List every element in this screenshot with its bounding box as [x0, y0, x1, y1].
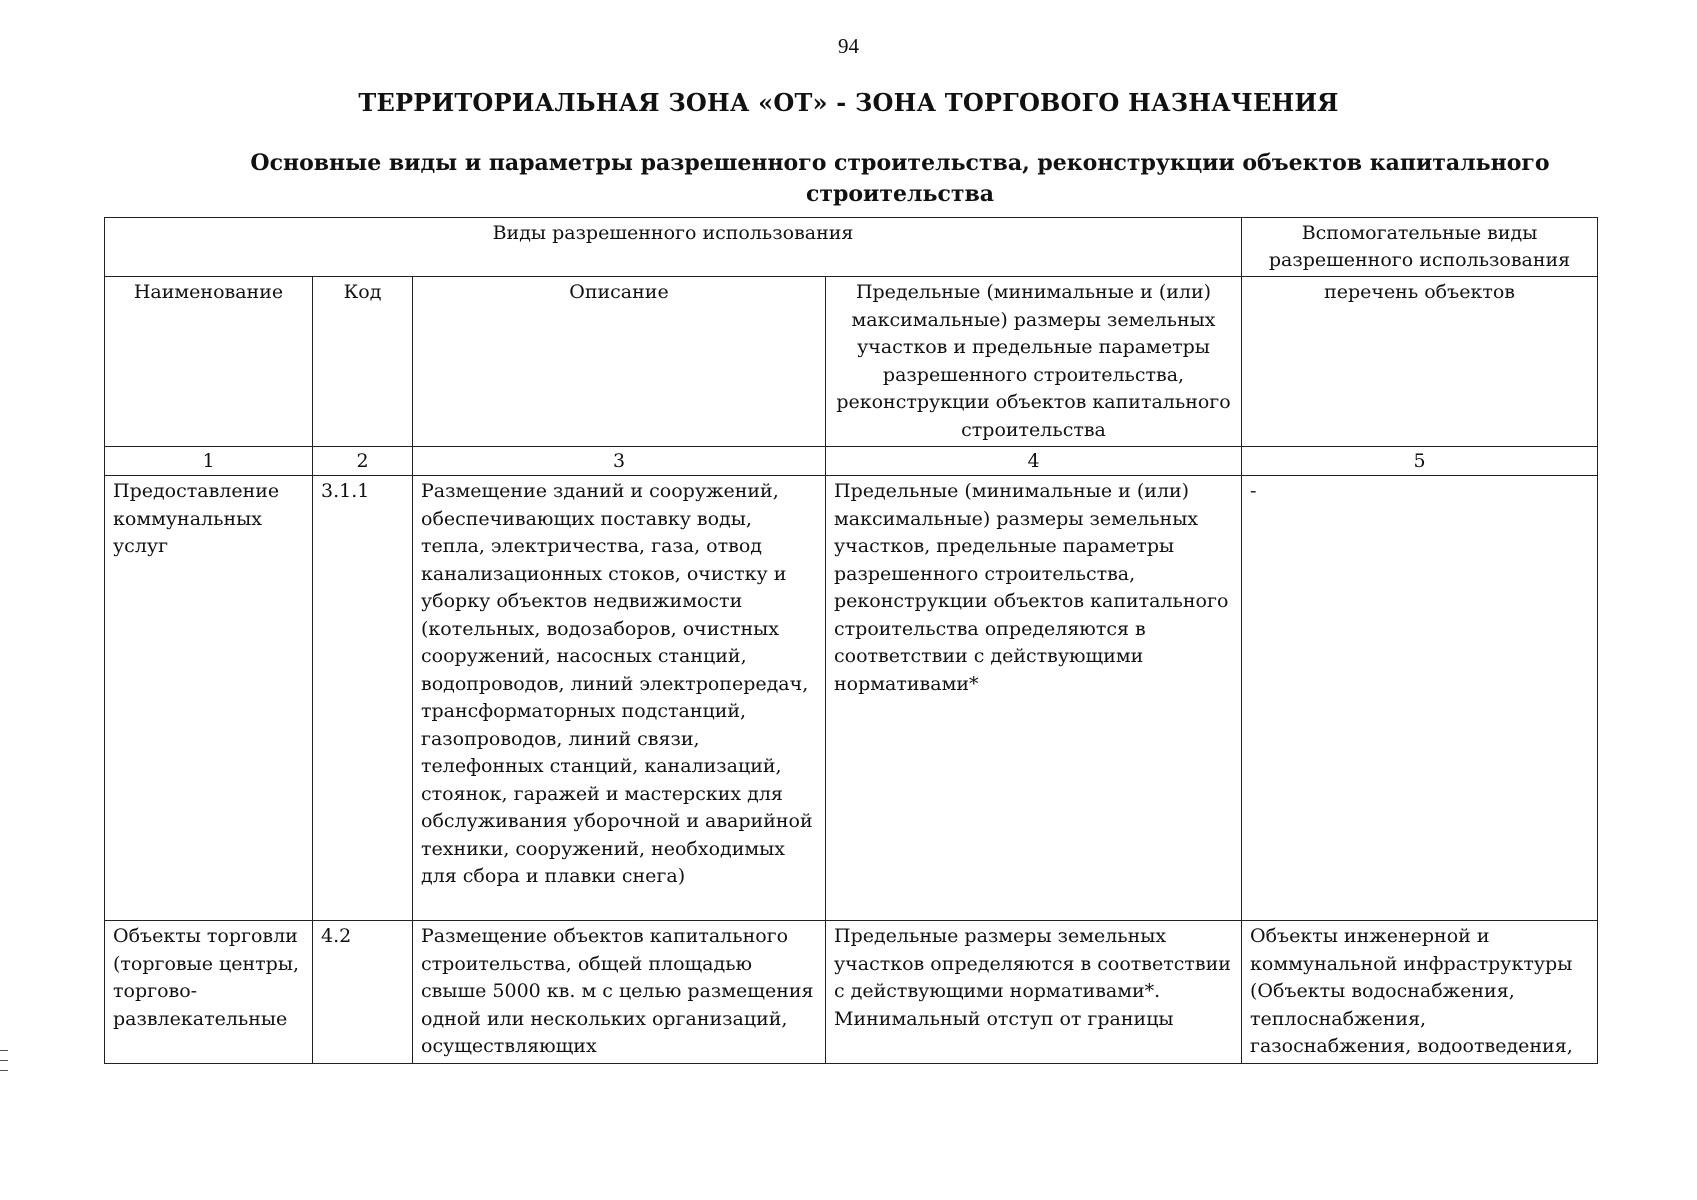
column-number: 3 [413, 447, 826, 476]
cell-parameters: Предельные (минимальные и (или) максимальные) размеры земельных участков, предельные параметры разрешенного строительства, реконструкции объектов капитального строительства определяются в соответствии с действующими нормативами* [826, 476, 1242, 921]
group-header-main: Виды разрешенного использования [105, 218, 1242, 277]
cell-description: Размещение зданий и сооружений, обеспечивающих поставку воды, тепла, электричества, газа, отвод канализационных стоков, очистку и уборку объектов недвижимости (котельных, водозаборов, очистных сооружений, насосных станций, водопроводов, линий электропередач, трансформаторных подстанций, газопроводов, линий связи, телефонных станций, канализаций, стоянок, гаражей и мастерских для обслуживания уборочной и аварийной техники, сооружений, необходимых для сбора и плавки снега) [413, 476, 826, 921]
section-title: Основные виды и параметры разрешенного строительства, реконструкции объектов капитального строительства [250, 150, 1550, 207]
column-number: 4 [826, 447, 1242, 476]
scan-mark [0, 1050, 8, 1051]
group-header-auxiliary: Вспомогательные виды разрешенного использования [1242, 218, 1598, 277]
zone-title: ТЕРРИТОРИАЛЬНАЯ ЗОНА «ОТ» - ЗОНА ТОРГОВОГО НАЗНАЧЕНИЯ [358, 88, 1339, 117]
column-number: 5 [1242, 447, 1598, 476]
page-number: 94 [838, 34, 859, 58]
cell-code: 4.2 [313, 921, 413, 1064]
cell-name: Предоставление коммунальных услуг [105, 476, 313, 921]
column-number-row [105, 447, 1598, 476]
column-header-name: Наименование [105, 277, 313, 447]
column-header-code: Код [313, 277, 413, 447]
group-header-row [105, 218, 1598, 277]
column-number: 1 [105, 447, 313, 476]
regulations-table-wrapper [104, 217, 1597, 1064]
cell-name: Объекты торговли (торговые центры, торгово-развлекательные [105, 921, 313, 1064]
cell-parameters: Предельные размеры земельных участков определяются в соответствии с действующими нормативами*. Минимальный отступ от границы [826, 921, 1242, 1064]
column-header-parameters: Предельные (минимальные и (или) максимальные) размеры земельных участков и предельные параметры разрешенного строительства, реконструкции объектов капитального строительства [826, 277, 1242, 447]
scan-mark [0, 1060, 8, 1061]
column-header-row [105, 277, 1598, 447]
cell-code: 3.1.1 [313, 476, 413, 921]
cell-description: Размещение объектов капитального строительства, общей площадью свыше 5000 кв. м с целью размещения одной или нескольких организаций, осуществляющих [413, 921, 826, 1064]
regulations-table [104, 217, 1598, 1064]
table-row [105, 476, 1598, 921]
cell-auxiliary: - [1242, 476, 1598, 921]
column-header-description: Описание [413, 277, 826, 447]
cell-auxiliary: Объекты инженерной и коммунальной инфраструктуры (Объекты водоснабжения, теплоснабжения, газоснабжения, водоотведения, [1242, 921, 1598, 1064]
scan-mark [0, 1070, 8, 1071]
column-header-objects: перечень объектов [1242, 277, 1598, 447]
scan-edge-marks [0, 1050, 8, 1080]
column-number: 2 [313, 447, 413, 476]
table-row [105, 921, 1598, 1064]
